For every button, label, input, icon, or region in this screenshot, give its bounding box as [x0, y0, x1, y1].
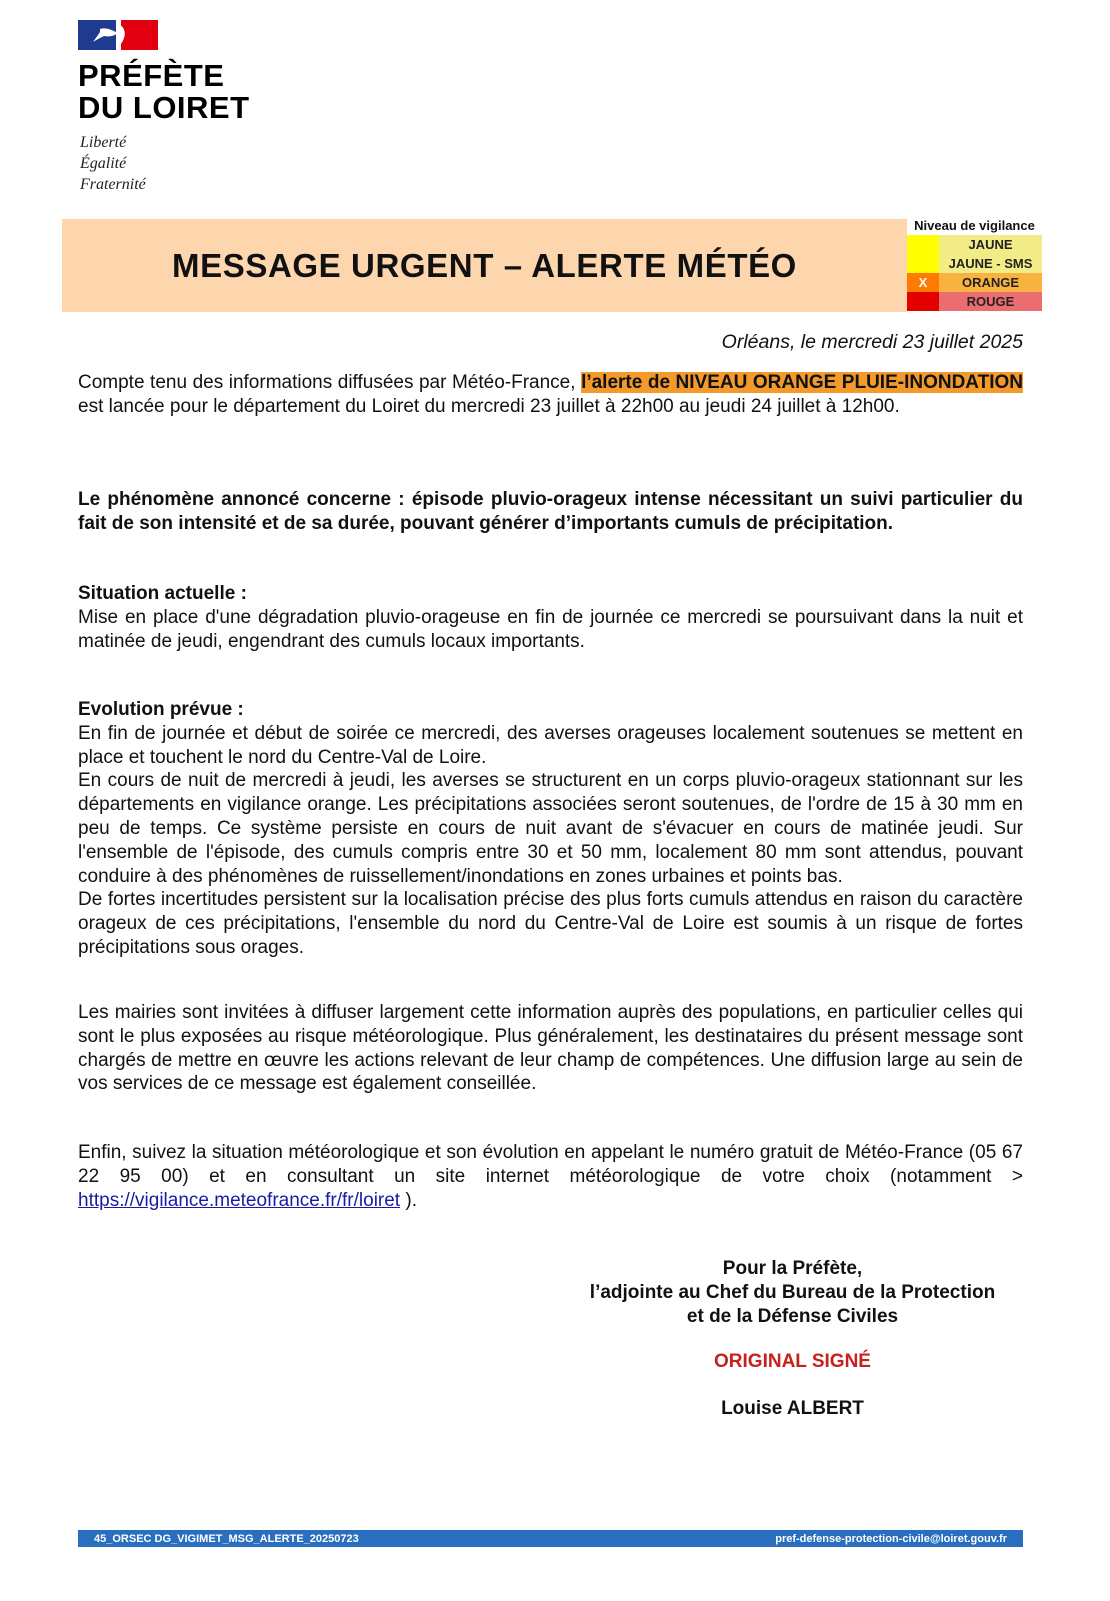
alert-highlight: l’alerte de NIVEAU ORANGE PLUIE-INONDATION [581, 372, 1023, 393]
signature-block [570, 1257, 1015, 1329]
intro-paragraph [78, 371, 1023, 419]
vigilance-row-jaune-sms [907, 254, 1042, 273]
vigilance-mark: X [907, 273, 939, 292]
banner-title: MESSAGE URGENT – ALERTE MÉTÉO [172, 246, 797, 284]
intro-text-before: Compte tenu des informations diffusées par Météo-France, [78, 372, 582, 393]
institution-line-2: DU LOIRET [78, 90, 250, 125]
evolution-paragraph: En fin de journée et début de soirée ce mercredi, des averses orageuses localement soutenues se mettent en place et touchent le nord du Centre-Val de Loire. [78, 722, 1023, 768]
marianne-flag-icon [78, 20, 158, 50]
vigilance-mark [907, 254, 939, 273]
vigilance-row-orange [907, 273, 1042, 292]
dateline: Orléans, le mercredi 23 juillet 2025 [721, 331, 1023, 353]
alert-banner [62, 219, 907, 312]
vigilance-row-jaune [907, 235, 1042, 254]
situation-heading: Situation actuelle : [78, 583, 247, 604]
republic-motto [80, 132, 280, 195]
vigilance-row-rouge [907, 292, 1042, 311]
evolution-heading: Evolution prévue : [78, 699, 244, 720]
institution-line-1: PRÉFÈTE [78, 58, 225, 93]
signatory-name: Louise ALBERT [721, 1398, 864, 1419]
vigilance-label: ROUGE [939, 292, 1042, 311]
vigilance-label: JAUNE [939, 235, 1042, 254]
closing-text-before: Enfin, suivez la situation météorologique et son évolution en appelant le numéro gratuit de Météo-France (05 67 22 95 00) et en consultant un site internet météorologique de votre choix (notamment > [78, 1142, 1023, 1187]
situation-text: Mise en place d'une dégradation pluvio-orageuse en fin de journée ce mercredi se poursuivant dans la nuit et matinée de jeudi, engendrant des cumuls locaux importants. [78, 606, 1023, 652]
vigilance-header: Niveau de vigilance [914, 218, 1035, 233]
evolution-section [78, 698, 1023, 960]
signature-line-1: Pour la Préfète, [722, 1258, 863, 1279]
motto-liberte: Liberté [80, 134, 127, 151]
closing-paragraph [78, 1141, 1023, 1212]
footer-reference: 45_ORSEC DG_VIGIMET_MSG_ALERTE_20250723 [94, 1532, 359, 1545]
phenomenon-statement: Le phénomène annoncé concerne : épisode pluvio-orageux intense nécessitant un suivi particulier du fait de son intensité et de sa durée, pouvant générer d’importants cumuls de précipitation. [78, 489, 1023, 534]
situation-section [78, 582, 1023, 653]
intro-text-after: est lancée pour le département du Loiret du mercredi 23 juillet à 22h00 au jeudi 24 juillet à 12h00. [78, 395, 900, 417]
mairies-paragraph: Les mairies sont invitées à diffuser largement cette information auprès des populations, en particulier celles qui sont le plus exposées au risque météorologique. Plus généralement, les destinataires du présent message sont chargés de mettre en œuvre les actions relevant de leur champ de compétences. Une diffusion large au sein de vos services de ce message est également conseillée. [78, 1002, 1023, 1095]
vigilance-label: ORANGE [939, 273, 1042, 292]
signature-line-3: et de la Défense Civiles [686, 1306, 899, 1327]
meteofrance-link[interactable]: https://vigilance.meteofrance.fr/fr/loiret [78, 1189, 401, 1211]
vigilance-mark [907, 292, 939, 311]
motto-fraternite: Fraternité [80, 176, 146, 193]
vigilance-level-table [907, 217, 1042, 311]
closing-text-after: ). [400, 1189, 417, 1211]
vigilance-mark [907, 235, 939, 254]
footer-bar [78, 1530, 1023, 1547]
motto-egalite: Égalité [80, 155, 127, 172]
institution-name [78, 60, 378, 124]
vigilance-label: JAUNE - SMS [939, 254, 1042, 273]
evolution-paragraph: En cours de nuit de mercredi à jeudi, les averses se structurent en un corps pluvio-orageux stationnant sur les départements en vigilance orange. Les précipitations associées seront soutenues, de l'ordre de 15 à 30 mm en peu de temps. Ce système persiste en cours de nuit avant de s'évacuer en cours de matinée jeudi. Sur l'ensemble de l'épisode, des cumuls compris entre 30 et 50 mm, localement 80 mm sont attendus, pouvant conduire à des phénomènes de ruissellement/inondations en zones urbaines et points bas. [78, 770, 1023, 887]
footer-email[interactable]: pref-defense-protection-civile@loiret.gouv.fr [775, 1532, 1007, 1545]
evolution-paragraph: De fortes incertitudes persistent sur la localisation précise des plus forts cumuls attendus en raison du caractère orageux de ces précipitations, l'ensemble du nord du Centre-Val de Loire est soumis à un risque de fortes précipitations sous orages. [78, 889, 1023, 958]
original-signed-stamp: ORIGINAL SIGNÉ [714, 1351, 871, 1372]
signature-line-2: l’adjointe au Chef du Bureau de la Protection [589, 1282, 996, 1303]
